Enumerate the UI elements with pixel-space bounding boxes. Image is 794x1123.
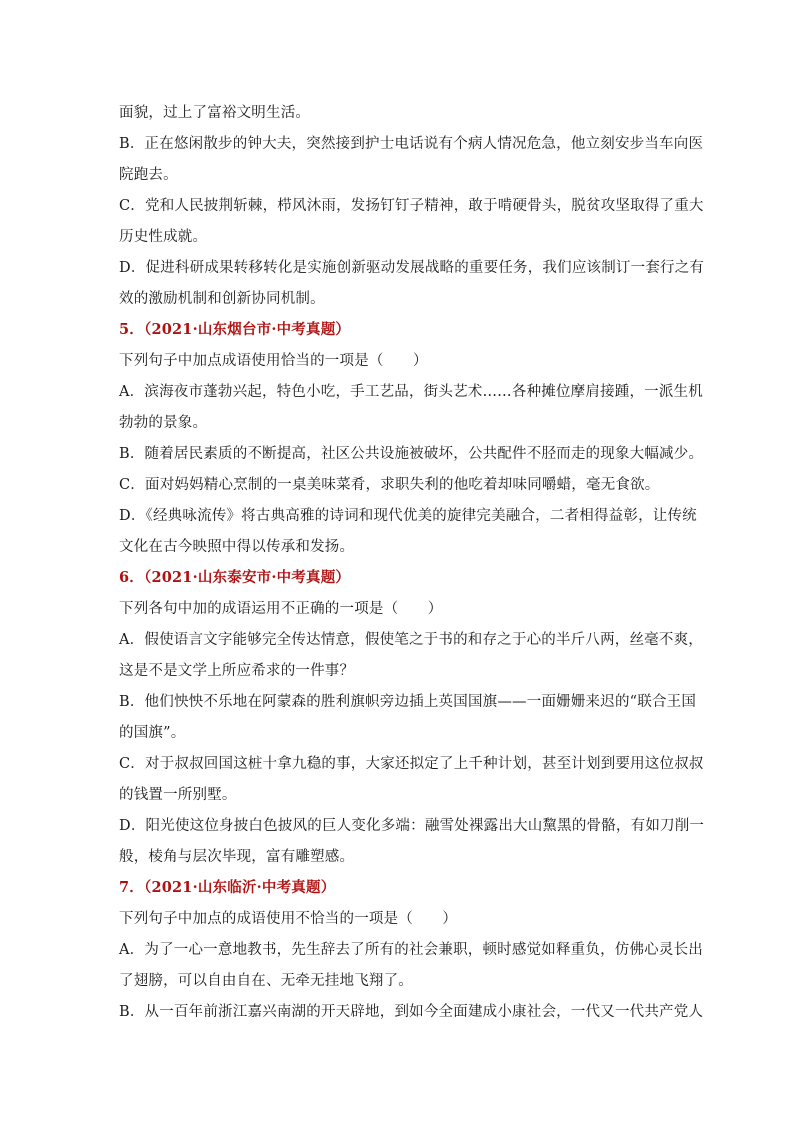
- text-line: 般，棱角与层次毕现，富有雕塑感。: [119, 849, 355, 865]
- question-7-prompt: 下列句子中加点的成语使用不恰当的一项是（ ）: [119, 911, 458, 927]
- text-line: 效的激励机制和创新协同机制。: [119, 291, 325, 307]
- option-b-line: B．他们怏怏不乐地在阿蒙森的胜利旗帜旁边插上英国国旗——一面姗姗来迟的“联合王国: [119, 694, 697, 710]
- option-a-line: A．为了一心一意地教书，先生辞去了所有的社会兼职，顿时感觉如释重负，仿佛心灵长出: [119, 942, 703, 958]
- option-d-line: D．阳光使这位身披白色披风的巨人变化多端：融雪处裸露出大山黧黑的骨骼，有如刀削一: [119, 818, 705, 834]
- option-a-line: A．假使语言文字能够完全传达情意，假使笔之于书的和存之于心的半斤八两，丝毫不爽，: [119, 632, 703, 648]
- question-6-heading: 6．（2021·山东泰安市·中考真题）: [119, 569, 351, 586]
- text-line: 勃勃的景象。: [119, 415, 208, 431]
- text-line: 这是不是文学上所应希求的一件事？: [119, 663, 355, 679]
- option-c-line: C．党和人民披荆斩棘，栉风沐雨，发扬钉钉子精神，敢于啃硬骨头，脱贫攻坚取得了重大: [119, 198, 704, 214]
- option-a-line: A．滨海夜市蓬勃兴起，特色小吃，手工艺品，街头艺术……各种摊位摩肩接踵，一派生机: [119, 384, 703, 400]
- option-c-line: C．对于叔叔回国这桩十拿九稳的事，大家还拟定了上千种计划，甚至计划到要用这位叔叔: [119, 756, 704, 772]
- text-line: 院跑去。: [119, 167, 178, 183]
- question-5-prompt: 下列句子中加点成语使用恰当的一项是（ ）: [119, 353, 428, 369]
- option-b-line: B．随着居民素质的不断提高，社区公共设施被破坏，公共配件不胫而走的现象大幅减少。: [119, 446, 704, 462]
- option-b-line: B．正在悠闲散步的钟大夫，突然接到护士电话说有个病人情况危急，他立刻安步当车向医: [119, 136, 704, 152]
- question-5-heading: 5．（2021·山东烟台市·中考真题）: [119, 321, 351, 338]
- text-line: 的钱置一所别墅。: [119, 787, 237, 803]
- option-d-line: D．《经典咏流传》将古典高雅的诗词和现代优美的旋律完美融合，二者相得益彰，让传统: [119, 508, 697, 524]
- text-line: 文化在古今映照中得以传承和发扬。: [119, 539, 355, 555]
- question-6-prompt: 下列各句中加的成语运用不正确的一项是（ ）: [119, 601, 443, 617]
- option-b-line: B．从一百年前浙江嘉兴南湖的开天辟地，到如今全面建成小康社会，一代又一代共产党人: [119, 1004, 704, 1020]
- option-c-line: C．面对妈妈精心烹制的一桌美味菜肴，求职失利的他吃着却味同嚼蜡，毫无食欲。: [119, 477, 660, 493]
- question-7-heading: 7．（2021·山东临沂·中考真题）: [119, 879, 336, 896]
- text-line: 了翅膀，可以自由自在、无牵无挂地飞翔了。: [119, 973, 413, 989]
- option-d-line: D．促进科研成果转移转化是实施创新驱动发展战略的重要任务，我们应该制订一套行之有: [119, 260, 705, 276]
- text-line: 面貌，过上了富裕文明生活。: [119, 105, 311, 121]
- text-line: 历史性成就。: [119, 229, 208, 245]
- text-line: 的国旗”。: [119, 725, 186, 741]
